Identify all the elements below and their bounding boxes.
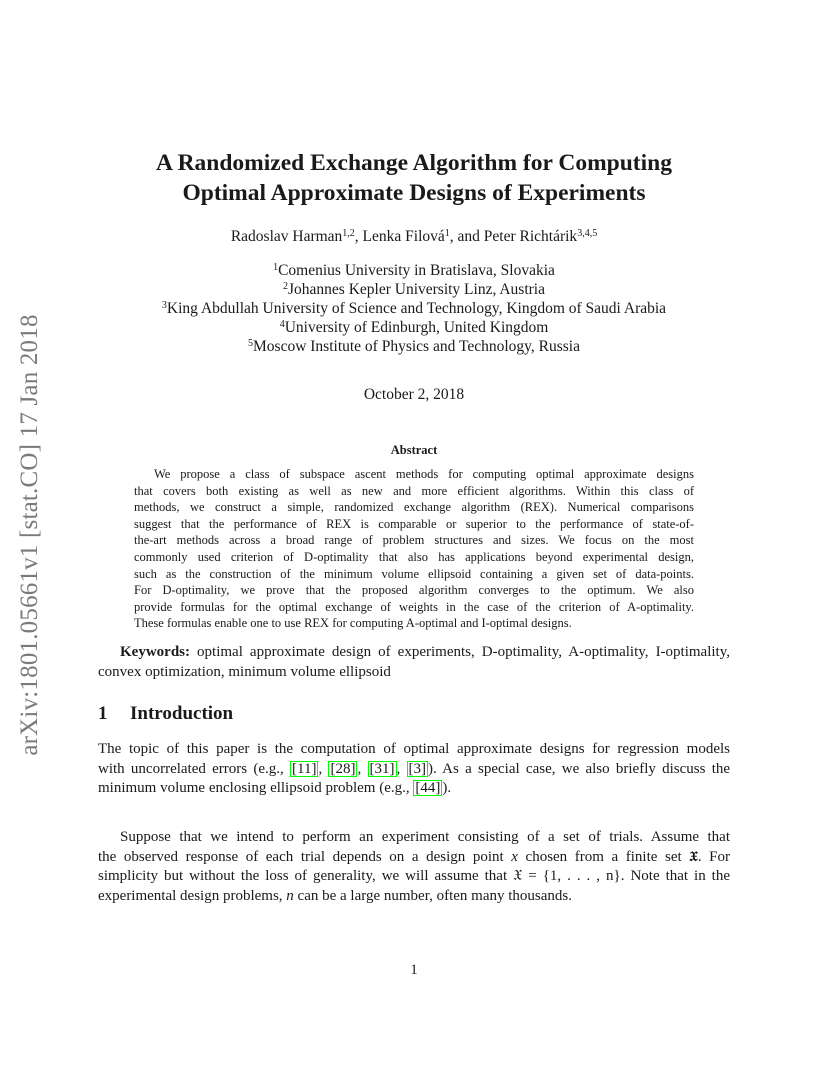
affiliation-text: Comenius University in Bratislava, Slovakia [278,262,555,279]
author-name: Peter Richtárik [483,228,578,245]
text-run: minimum volume enclosing ellipsoid problem (e.g., [98,780,414,796]
text-run: , [357,760,368,777]
keywords-text: optimal approximate design of experiments, D-optimality, A-optimality, I-optimality, [190,644,730,660]
paragraph-line [98,867,730,887]
abstract-line: provide formulas for the optimal exchange of weights in the case of the criterion of A-optimality. [134,599,694,614]
citation-link[interactable]: [11] [292,760,317,777]
intro-paragraph-2 [98,828,730,906]
author-separator: , [354,228,363,245]
author-name: Radoslav Harman [230,228,343,245]
math-var: n [286,887,294,904]
citation-link[interactable]: [28] [330,760,356,777]
abstract-line: These formulas enable one to use REX for computing A-optimal and I-optimal designs. [134,616,572,631]
intro-paragraph-1 [98,740,730,799]
abstract-line: methods, we construct a simple, randomized exchange algorithm (REX). Numerical comparisons [134,500,694,515]
author-affil-sup: 3,4,5 [577,228,598,239]
paragraph-line [98,779,730,799]
text-run: with uncorrelated errors (e.g., [98,760,291,777]
paragraph-line [98,887,730,907]
text-run: the observed response of each trial depends on a design point [98,848,512,865]
affiliation-text: University of Edinburgh, United Kingdom [284,319,549,336]
abstract-line: commonly used criterion of D-optimality that also has applications beyond experimental design, [134,549,694,564]
title-line-2: Optimal Approximate Designs of Experiments [182,180,646,206]
affiliation-text: Johannes Kepler University Linz, Austria [288,281,545,298]
math-var: x [511,848,518,865]
abstract-line: the-art methods across a broad range of problem structures and sizes. We focus on the most [134,533,694,548]
section-heading [98,703,233,725]
paragraph-line: Suppose that we intend to perform an experiment consisting of a set of trials. Assume that [120,829,730,845]
section-number: 1 [98,703,108,724]
text-run: , [318,760,329,777]
text-run: . Note that in the [620,868,731,884]
abstract-line: We propose a class of subspace ascent methods for computing optimal approximate designs [154,467,694,481]
text-run: . For [697,848,730,865]
affiliation [0,318,828,337]
arxiv-identifier: arXiv:1801.05661v1 [stat.CO] 17 Jan 2018 [16,314,43,756]
citation-link[interactable]: [44] [415,780,441,796]
affiliation-sup: 3 [161,300,167,311]
text-run: simplicity but without the loss of generality, we will assume that [98,868,514,884]
text-run: , [396,760,407,777]
text-run: chosen from a finite set [517,848,690,865]
keywords-label: Keywords: [120,644,190,660]
math-set-symbol: 𝔛 [689,848,698,865]
abstract-heading: Abstract [390,443,438,457]
math-expression: 𝔛 = {1, . . . , n} [513,868,621,884]
keywords-line [98,643,730,663]
text-run: ). [442,780,452,796]
abstract-line: For D-optimality, we prove that the proposed algorithm converges to the optimum. We also [134,583,694,598]
affiliation-text: Moscow Institute of Physics and Technology, Russia [253,338,580,355]
paragraph-line [98,760,730,780]
abstract-body [134,466,694,632]
text-run: ). As a special case, we also briefly discuss the [428,760,731,777]
paper-date: October 2, 2018 [363,386,465,403]
author-separator: , and [449,228,484,245]
citation-link[interactable]: [3] [408,760,427,777]
affiliation-sup: 5 [248,338,253,349]
page-number: 1 [410,962,418,978]
abstract-line: such as the construction of the minimum volume ellipsoid containing a given set of data-points. [134,566,694,581]
affiliation-sup: 1 [273,262,279,273]
affiliation [0,261,828,280]
text-run: can be a large number, often many thousands. [293,887,572,904]
paper-title [0,148,828,208]
author-affil-sup: 1,2 [342,228,355,239]
text-run: experimental design problems, [98,887,287,904]
keywords [98,643,730,682]
affiliation-sup: 2 [283,281,288,292]
affiliation-text: King Abdullah University of Science and Technology, Kingdom of Saudi Arabia [166,300,667,317]
affiliation [0,299,828,318]
author-affil-sup: 1 [444,228,450,239]
abstract-line: suggest that the performance of REX is comparable or superior to the performance of state-of- [134,516,694,531]
affiliation [0,280,828,299]
paragraph-line: The topic of this paper is the computation of optimal approximate designs for regression models [98,741,730,757]
affiliation-sup: 4 [279,319,285,330]
keywords-line: convex optimization, minimum volume ellipsoid [98,663,391,680]
affiliation-list [0,261,828,356]
author-list [0,227,828,247]
abstract-line: that covers both existing as well as new and more efficient algorithms. Within this class of [134,483,694,498]
section-title: Introduction [130,703,234,724]
author-name: Lenka Filová [362,228,445,245]
arxiv-sidebar [10,290,50,780]
paragraph-line [98,848,730,868]
citation-link[interactable]: [31] [369,760,395,777]
affiliation [0,337,828,356]
title-line-1: A Randomized Exchange Algorithm for Computing [156,150,672,176]
